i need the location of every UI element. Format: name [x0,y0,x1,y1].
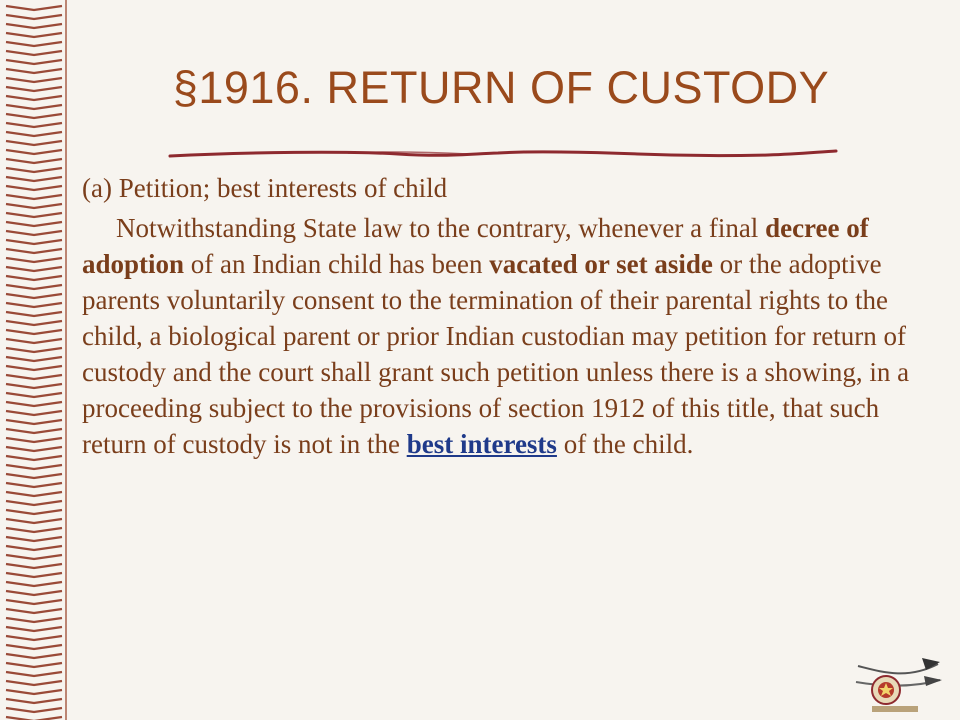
body-text: of an Indian child has been [184,249,490,279]
emphasis-vacated-or-set-aside: vacated or set aside [489,249,713,279]
feathered-seal-logo-icon [852,652,944,718]
body-text: Notwithstanding State law to the contrary, whenever a final [116,213,766,243]
best-interests-link[interactable]: best interests [406,429,557,459]
statute-paragraph [82,210,922,462]
slide-body [82,170,922,462]
slide-title: §1916. RETURN OF CUSTODY [172,62,830,113]
body-text: of the child. [556,429,694,459]
section-subheading: (a) Petition; best interests of child [82,173,448,203]
body-text: or the adoptive parents voluntarily consent to the termination of their parental rights to the child, a biological parent or prior Indian custodian may petition for return of custody and the court shall grant such petition unless there is a showing, in a proceeding subject to the provisions of section 1912 of this title, that such return of custody is not in the [82,249,910,459]
title-underline [168,142,840,166]
emphasis-decree-of-adoption: decree of adoption [82,213,869,279]
